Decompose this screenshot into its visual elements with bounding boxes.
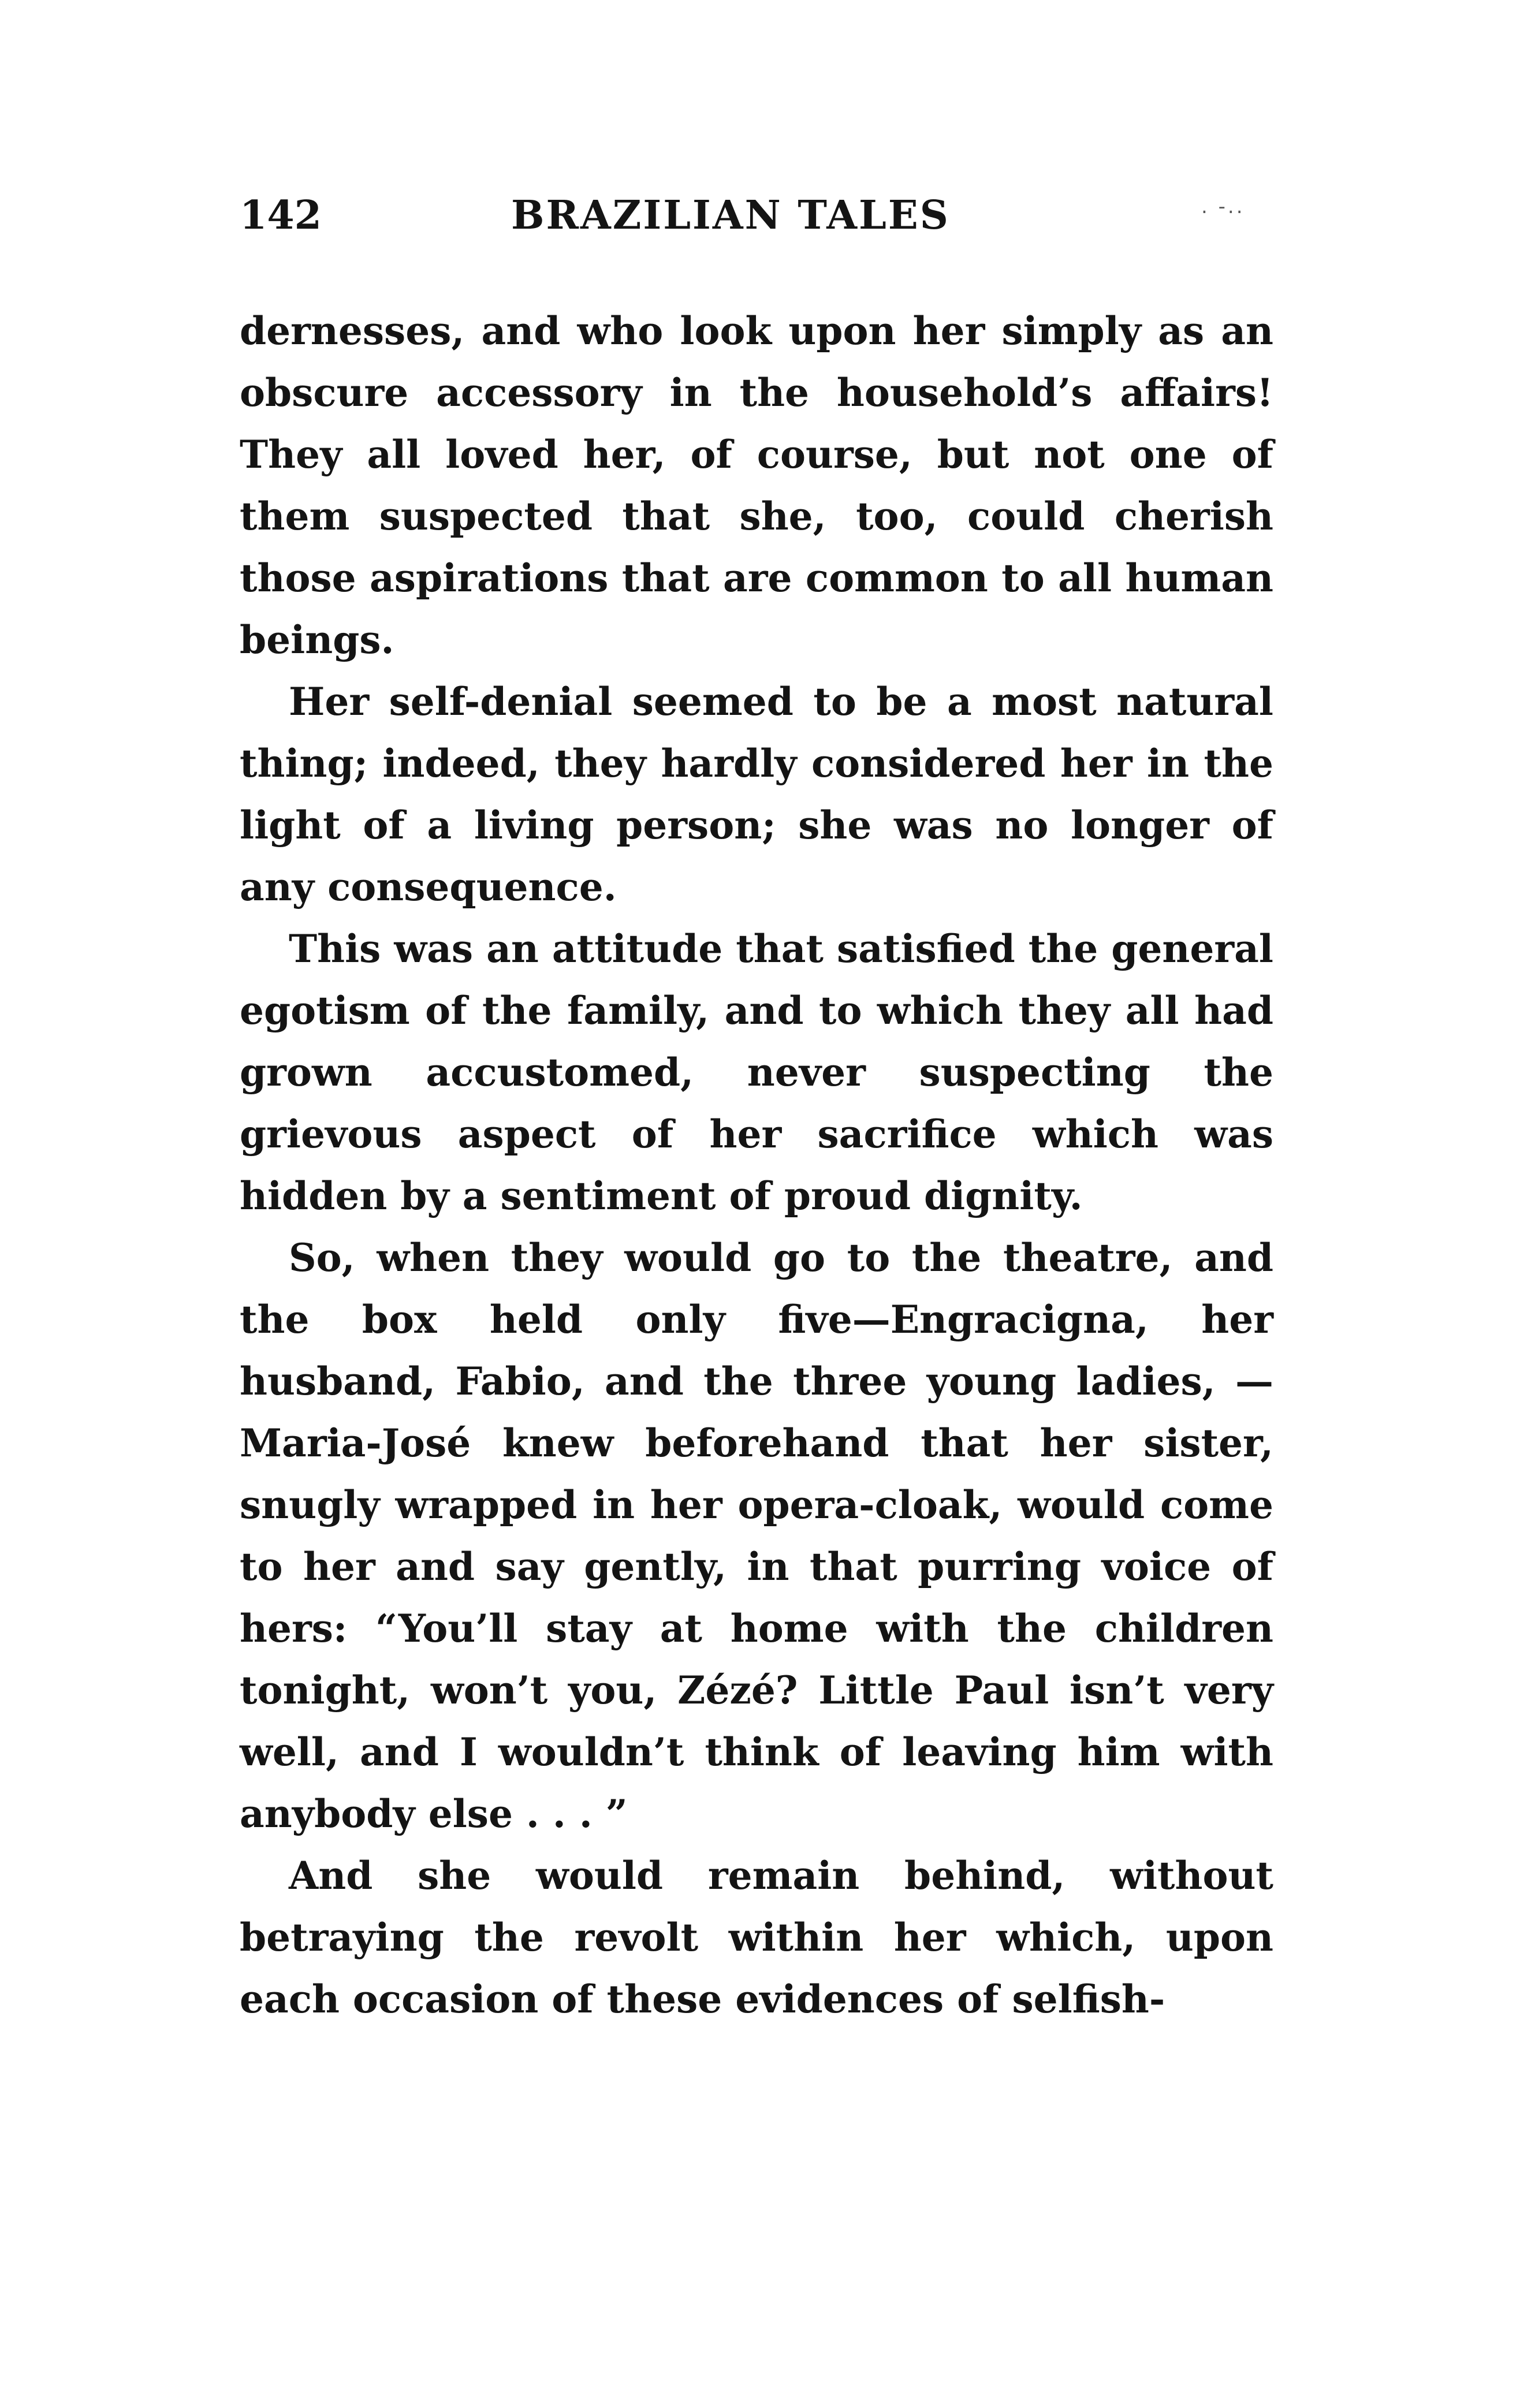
running-head xyxy=(240,189,1273,241)
paragraph: Her self-denial seemed to be a most natural thing; indeed, they hardly considered her in the light of a living person; she was no longer of any consequence. xyxy=(240,679,1273,909)
stray-print-mark: . -.. xyxy=(1201,195,1245,218)
paragraph: And she would remain behind, without betraying the revolt within her which, upon each occasion of these evidences of selfish- xyxy=(240,1853,1273,2022)
page-number: 142 xyxy=(240,192,322,238)
running-title: BRAZILIAN TALES xyxy=(511,192,950,238)
paragraph: This was an attitude that satisfied the general egotism of the family, and to which they all had grown accustomed, never suspecting the grievous aspect of her sacrifice which was hidden by a sentiment of proud dignity. xyxy=(240,926,1273,1218)
paragraph-continued: dernesses, and who look upon her simply as an obscure accessory in the household’s affairs! They all loved her, of course, but not one of them suspected that she, too, could cherish those aspirations that are common to all human beings. xyxy=(240,308,1273,662)
paragraph: So, when they would go to the theatre, and the box held only five—Engracigna, her husband, Fabio, and the three young ladies, —Maria-José knew beforehand that her sister, snugly wrapped in her opera-cloak, would come to her and say gently, in that purring voice of hers: “You’ll stay at home with the children tonight, won’t you, Zézé? Little Paul isn’t very well, and I wouldn’t think of leaving him with anybody else . . . ” xyxy=(240,1235,1273,1836)
body-text xyxy=(240,300,1273,2030)
